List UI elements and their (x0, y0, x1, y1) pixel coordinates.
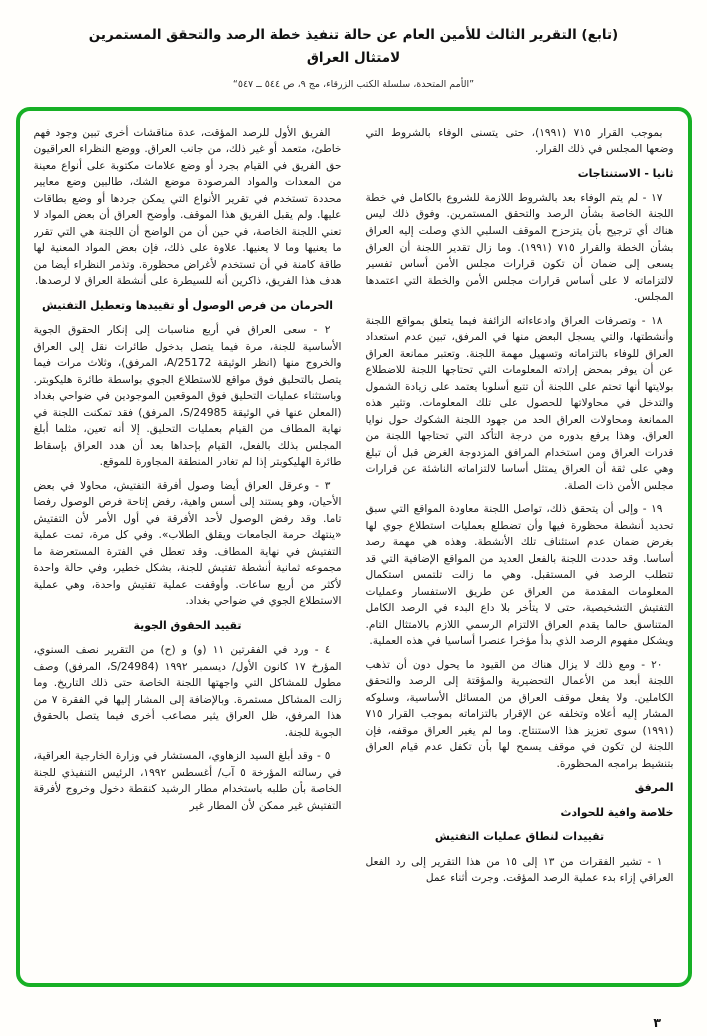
section-heading: الحرمان من فرص الوصول أو تقييدها وتعطيل التفتيش (41, 298, 334, 312)
paragraph: ٢ - سعى العراق في أربع مناسبات إلى إنكار الحقوق الجوية الأساسية للجنة، مرة فيما يتصل بدخول طائرات نقل إلى العراق والخروج منها (انظر الوثيقة A/25172، المرفق)، وثلاث مرات فيما يتصل بالتحليق فوق مواقع للاستطلاع الجوي بواسطة طائرة هليكوبتر. وباستثناء عمليات التحليق فوق الموقعين الموجودين في ضواحي بغداد (المعلن عنها في الوثيقة S/24985، المرفق) فقد تمكنت اللجنة في نهاية المطاف من القيام بعمليات التحليق. إلا أنه تعين، مثلما أبلغ المجلس بذلك بالفعل، القيام بإحداها بعد أن هدد العراق بإسقاط طائرة الهليكوبتر إذا لم تغادر المنطقة المجاورة للموقع. (33, 324, 342, 469)
column-right (366, 125, 674, 973)
page-number: ٣ (653, 1015, 661, 1030)
section-heading: خلاصة وافية للحوادث (560, 805, 674, 819)
content-border-box (16, 107, 692, 987)
section-heading: المرفق (634, 781, 674, 795)
report-title-line1: (تابع) التقرير الثالث للأمين العام عن حالة تنفيذ خطة الرصد والتحقق المستمرين (88, 27, 619, 43)
paragraph: ٤ - ورد في الفقرتين ١١ (و) و (ح) من التقرير نصف السنوي، المؤرخ ١٧ كانون الأول/ ديسمبر ١٩٩٢ (S/24984، المرفق) وصف مطول للمشاكل التي واجهتها اللجنة الخاصة حتى ذلك التاريخ. وما زالت المشاكل مستمرة. وبالإضافة إلى المشار إليها في الفقرة ٧ من هذا المرفق، ظل العراق يثير مصاعب أخرى فيما يتصل بالحقوق الجوية للجنة. (33, 644, 342, 739)
paragraph: ٣ - وعرقل العراق أيضا وصول أفرقة التفتيش، محاولا في بعض الأحيان، وهو يستند إلى أسس واهية، رفض إتاحة فرص الوصول رفضا تاما. وقد رفض الوصول لأحد الأفرقة في أول الأمر لأن التفتيش «ينتهك حرمة الجامعات ويقلق الطلاب». وفي كل مرة، تمت عملية التفتيش في نهاية المطاف. وقد تعطل في الفترة المستعرضة ما مجموعه ثمانية أنشطة تفتيش للجنة، بشكل خطير، وفي حالة واحدة لأكثر من أربع ساعات. وأوقفت عملية تفتيش واحدة، وهي عملية الاستطلاع الجوي في ضواحي بغداد. (33, 479, 342, 608)
section-heading: ثانيا - الاستنتاجات (577, 166, 674, 180)
paragraph: ١ - تشير الفقرات من ١٣ إلى ١٥ من هذا التقرير إلى رد الفعل العراقي إزاء بدء عملية الرصد المؤقت. وجرت أثناء عمل (365, 855, 674, 885)
paragraph: بموجب القرار ٧١٥ (١٩٩١)، حتى يتسنى الوفاء بالشروط التي وضعها المجلس في ذلك القرار. (365, 126, 674, 156)
column-left (34, 125, 342, 973)
paragraph: ١٨ - وتصرفات العراق وادعاءاته الزائفة فيما يتعلق بمواقع اللجنة وأنشطتها، والتي يسجل البعض منها في المرفق، تبين عدم استعداد العراق للوفاء بالتزاماته وتسهيل مهمة اللجنة. وتعتبر ممانعة العراق عن أن يوفر بمحض إرادته المعلومات التي تحتاجها اللجنة للاضطلاع بولايتها أنها تحتم على اللجنة أن تتبع أسلوبا يعتمد على زيادة الشمول والتدخل في محاولاتها للحصول على تلك المعلومات. وتثير هذه الممانعة ومحاولات العراق الحد من جهود اللجنة الشكوك حول نوايا العراق. وهذا يرفع بدوره من درجة التأكد التي تحتاجها اللجنة من قدرات العراق ومن استخدام المرافق المزدوجة الغرض قبل أن تبلغ وهي على ثقة أن العراق يمتثل أساسا لالتزاماته الناشئة عن قرارات مجلس الأمن ذات الصلة. (365, 314, 674, 492)
paragraph: ٢٠ - ومع ذلك لا يزال هناك من القيود ما يحول دون أن تذهب اللجنة أبعد من الأعمال التحضيرية والمؤقتة إلى الرصد والتحقق الكاملين. ولا يفعل موقف العراق من المسائل الأساسية، وسلوكه المشار إليه أعلاه وتخلفه عن الإقرار بالتزاماته بموجب القرار ٧١٥ (١٩٩١) سوى تعزيز هذا الاستنتاج. وما لم يغير العراق موقفه، فإن اللجنة لن تكون في موقف يسمح لها بأن تكفل عدم قيام العراق بتنشيط برامجه المحظورة. (365, 658, 674, 770)
two-column-layout (34, 125, 674, 973)
paragraph: الفريق الأول للرصد المؤقت، عدة مناقشات أخرى تبين وجود فهم خاطئ، متعمد أو غير ذلك، من جانب العراق. ووضع النظراء العراقيون حق الفريق في القيام بجرد أو وضع علامات مكتوبة على أنواع معينة من المعدات والمواد المرصودة موضع الشك، طالبين وضع معايير محددة تستخدم في تقرير الأنواع التي يمكن جردها أو وضع بطاقات عليها. ولم يقبل الفريق هذا الموقف. وأوضح العراق أن بعض المواد لا تعني اللجنة الخاصة، في حين أن من الواضح أن اللجنة هي التي تقرر ما يعنيها وما لا يعنيها. علاوة على ذلك، فإن بعض المواد المعنية لها طاقة كامنة في أن تستخدم لأغراض محظورة. وتذمر النظراء أيضا من هدف هذا الفريق، ذاكرين أنه للسيطرة على أنشطة العراق لا لرصدها. (33, 126, 342, 288)
section-heading: تقييد الحقوق الجوية (133, 618, 242, 632)
report-title-line2: لامتثال العراق (306, 49, 401, 66)
paragraph: ١٩ - وإلى أن يتحقق ذلك، تواصل اللجنة معاودة المواقع التي سبق تحديد أنشطة محظورة فيها وأن تضطلع بعمليات استطلاع جوي لها بغرض ضمان عدم استئناف تلك الأنشطة. وهذه هي مهمة رصد أساسا. وقد حددت اللجنة بالفعل العديد من المواقع الإضافية التي قد تتطلب الرصد في المستقبل. وهي ما زالت تلتمس استكمال المعلومات المقدمة من العراق عن طريق الاستفسار وعمليات التفتيش التشخيصية، حتى لا يتأخر بلا داع البدء في الرصد الكامل المتناسق حالما يقدم العراق الالتزام الرسمي اللازم بالامتثال التام. ويشكل مفهوم الرصد الذي بدأ مؤخرا عنصرا أساسيا في هذه العملية. (365, 503, 674, 648)
paragraph: ٥ - وقد أبلغ السيد الزهاوي، المستشار في وزارة الخارجية العراقية، في رسالته المؤرخة ٥ آب/ أغسطس ١٩٩٢، الرئيس التنفيذي للجنة الخاصة بأن طلبه باستخدام مطار الرشيد كنقطة دخول وخروج لأفرقة التفتيش غير ممكن لأن المطار غير (33, 750, 342, 812)
source-citation: ”الأمم المتحدة، سلسلة الكتب الزرقاء، مج ٩، ص ٥٤٤ ــ ٥٤٧“ (232, 78, 475, 90)
section-heading: تقييدات لنطاق عمليات التفتيش (434, 830, 605, 844)
paragraph: ١٧ - لم يتم الوفاء بعد بالشروط اللازمة للشروع بالكامل في خطة اللجنة الخاصة بشأن الرصد والتحقق المستمرين. وفوق ذلك ليس هناك أي ترجيح بأن يتزحزح الموقف السلبي الذي وصلت إليه العراق بشأن الخطة والقرار ٧١٥ (١٩٩١). وما زال تقدير اللجنة أن العراق يسعى إلى ضمان أن تكون قرارات مجلس الأمن أساس تفسير لالتزاماته لا على أساس قرارات مجلس الأمن والخطة التي اعتمدها المجلس. (365, 191, 674, 304)
document-header (0, 26, 707, 90)
